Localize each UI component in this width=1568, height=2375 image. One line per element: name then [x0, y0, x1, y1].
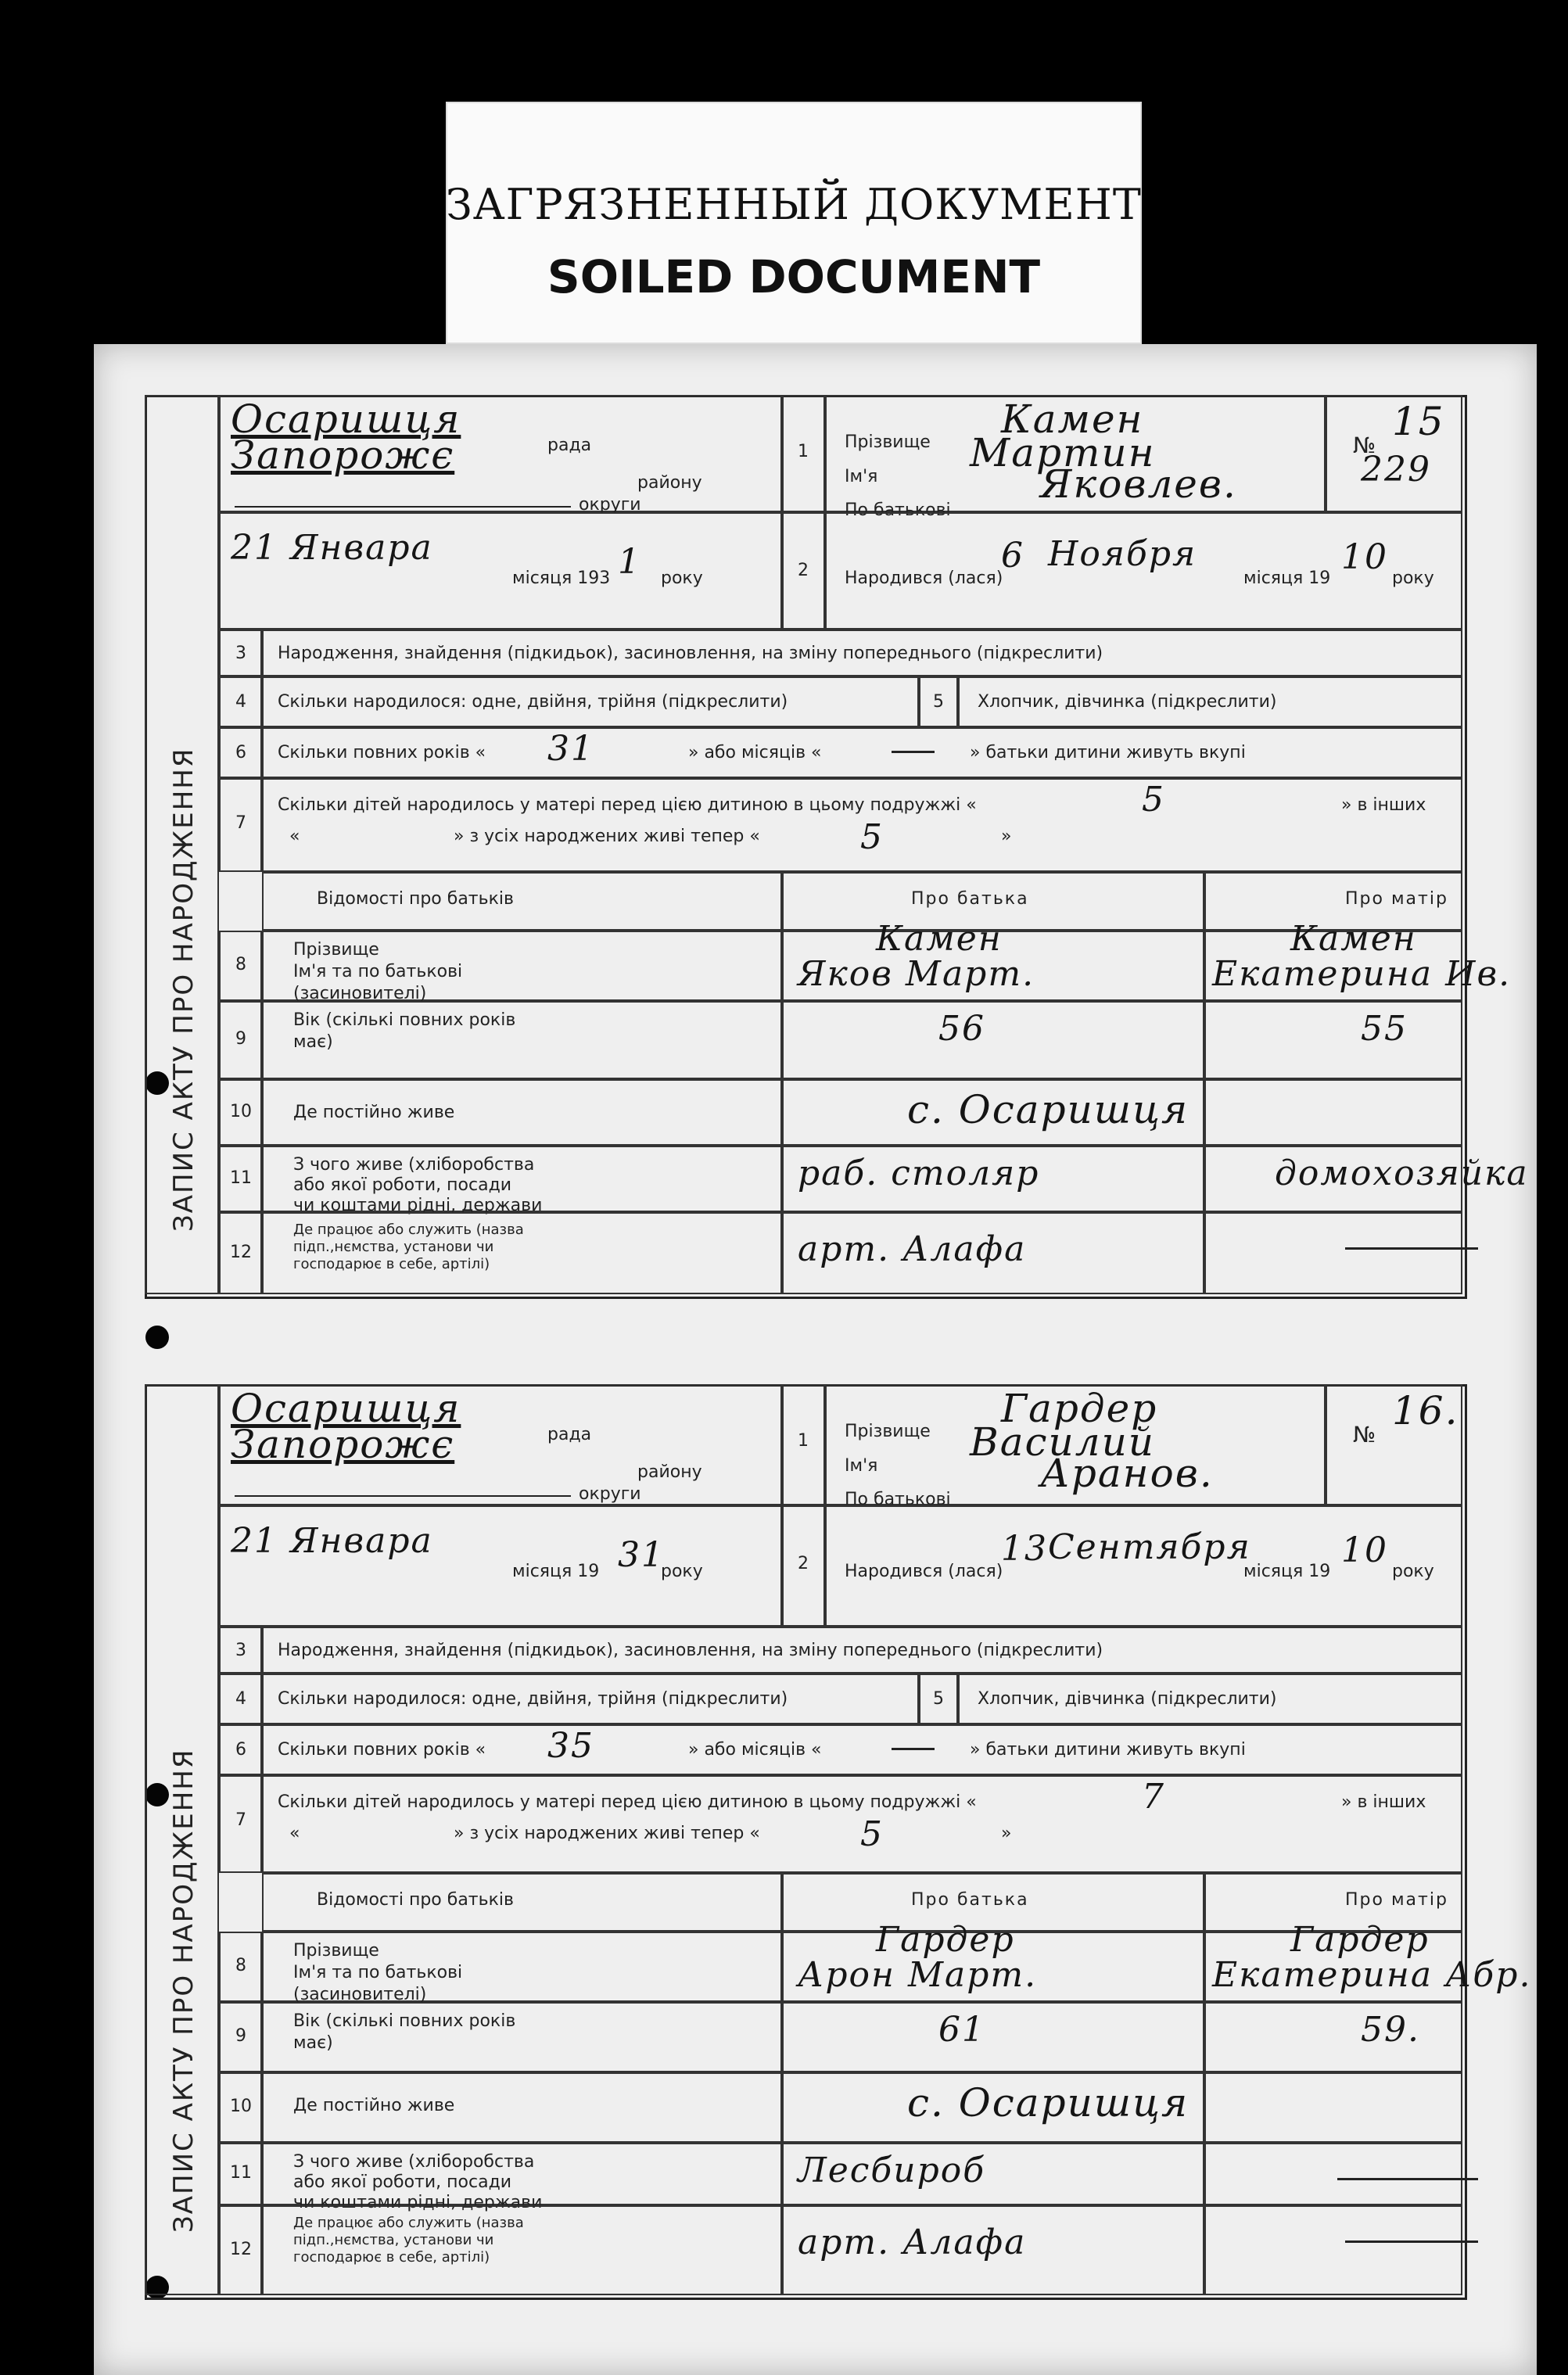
mother-occupation-dash: [1337, 2178, 1478, 2180]
parents-header: Відомості про батьків: [317, 889, 514, 909]
row8-label-text: Прізвище: [293, 1941, 379, 1961]
row9-number: 9: [235, 2026, 246, 2046]
row3-text: Народження, знайдення (підкидьок), засиновлення, на зміну попереднього (підкреслити): [278, 644, 1103, 663]
mother-name-handwritten: Екатерина Абр.: [1212, 1955, 1532, 1995]
row6-years-handwritten: 31: [547, 729, 594, 769]
parents-header: Відомості про батьків: [317, 1890, 514, 1910]
row4-number: 4: [235, 1689, 246, 1709]
mother-surname-handwritten: Гардер: [1290, 1920, 1430, 1960]
record-number-label: №: [1353, 432, 1376, 458]
surname-handwritten: Гардер: [1001, 1386, 1158, 1431]
row12-number: 12: [230, 2239, 252, 2259]
name-label: Ім'я: [845, 1456, 878, 1476]
row1-number: 1: [798, 1431, 809, 1451]
row7-text-a: Скільки дітей народилось у матері перед цією дитиною в цьому подружжі «: [278, 795, 977, 815]
born-day-handwritten: 13: [1001, 1529, 1048, 1569]
father-age-handwritten: 56: [938, 1009, 985, 1049]
surname-label: Прізвище: [845, 1422, 931, 1441]
row3-text: Народження, знайдення (підкидьок), засиновлення, на зміну попереднього (підкреслити): [278, 1641, 1103, 1660]
row11-label-text: З чого живе (хліборобства: [293, 2152, 535, 2172]
father-name-handwritten: Арон Март.: [798, 1955, 1038, 1995]
registration-year-label: року: [661, 569, 703, 588]
row6-text-b: » або місяців «: [688, 1740, 822, 1760]
row8-number: 8: [235, 1956, 246, 1975]
row11-number: 11: [230, 1168, 252, 1188]
father-workplace-handwritten: арт. Алафа: [798, 2223, 1027, 2262]
stamp-russian-text: ЗАГРЯЗНЕННЫЙ ДОКУМЕНТ: [446, 180, 1142, 229]
father-header: Про батька: [911, 889, 1029, 909]
row11-number: 11: [230, 2163, 252, 2183]
born-month-handwritten: Ноября: [1048, 534, 1197, 574]
name-handwritten: Мартин: [970, 430, 1156, 475]
okrug-label: округи: [579, 1484, 641, 1504]
row12-label-text: Де працює або служить (назва: [293, 1222, 524, 1238]
row8-label-text: Ім'я та по батькові: [293, 962, 463, 981]
row5-text: Хлопчик, дівчинка (підкреслити): [978, 1689, 1277, 1709]
row1-number: 1: [798, 442, 809, 461]
row6-text-a: Скільки повних років «: [278, 743, 486, 762]
born-month-label: місяця 19: [1243, 1562, 1331, 1581]
father-workplace-handwritten: арт. Алафа: [798, 1229, 1027, 1269]
council-handwritten: Осаришця: [231, 1386, 461, 1431]
row12-mother-cell: [1204, 1212, 1462, 1294]
residence-handwritten: с. Осаришця: [907, 2080, 1189, 2126]
district-label: району: [637, 1462, 702, 1482]
registration-month-label: місяця 19: [512, 1562, 600, 1581]
registration-date-handwritten: 21 Январа: [231, 528, 433, 568]
mother-header: Про матір: [1345, 889, 1448, 909]
record-number-handwritten: 16.: [1392, 1388, 1459, 1433]
born-year-handwritten: 10: [1341, 537, 1388, 577]
row8-label-text: Прізвище: [293, 940, 379, 960]
mother-surname-handwritten: Камен: [1290, 919, 1417, 959]
okrug-line: [235, 1495, 571, 1497]
born-month-label: місяця 19: [1243, 569, 1331, 588]
row5-number: 5: [933, 1689, 944, 1709]
mother-header: Про матір: [1345, 1890, 1448, 1910]
row10-label-text: Де постійно живе: [293, 1103, 455, 1122]
record-number-handwritten: 15: [1392, 399, 1445, 444]
father-occupation-handwritten: Лесбироб: [798, 2151, 986, 2190]
born-day-handwritten: 6: [1001, 536, 1024, 576]
registration-year-label: року: [661, 1562, 703, 1581]
row7-number: 7: [235, 1810, 246, 1830]
okrug-label: округи: [579, 495, 641, 515]
row7-count-handwritten: 7: [1142, 1777, 1165, 1817]
row6-text-c: » батьки дитини живуть вкупі: [970, 1740, 1246, 1760]
mother-workplace-dash: [1345, 2240, 1478, 2243]
born-year-handwritten: 10: [1341, 1530, 1388, 1570]
mother-age-handwritten: 59.: [1361, 2010, 1420, 2050]
council-handwritten: Осаришця: [231, 396, 461, 442]
row9-mother-cell: [1204, 1001, 1462, 1079]
row7-text-d: » з усіх народжених живі тепер «: [454, 827, 760, 846]
district-handwritten: Запорожє: [231, 432, 455, 478]
born-month-handwritten: Сентября: [1048, 1527, 1251, 1567]
record-number-label: №: [1353, 1422, 1376, 1448]
row6-number: 6: [235, 743, 246, 762]
row11-mother-cell: [1204, 2143, 1462, 2205]
row12-label-text: господарює в себе, артілі): [293, 1256, 490, 1272]
row7-text-c: «: [289, 827, 300, 846]
row12-label-text: підп.,нємства, установи чи: [293, 1239, 494, 1255]
row6-text-c: » батьки дитини живуть вкупі: [970, 743, 1246, 762]
row5-text: Хлопчик, дівчинка (підкреслити): [978, 692, 1277, 712]
row11-label-text: чи коштами рідні, держави: [293, 1196, 543, 1215]
mother-occupation-handwritten: домохозяйка: [1275, 1153, 1529, 1193]
born-label: Народився (лася): [845, 569, 1003, 588]
row4-number: 4: [235, 692, 246, 712]
row6-months-dash: [892, 751, 935, 753]
row12-number: 12: [230, 1242, 252, 1262]
record-side-title: ЗАПИС АКТУ ПРО НАРОДЖЕННЯ: [168, 747, 199, 1232]
row10-mother-cell: [1204, 1079, 1462, 1146]
row9-label-text: Вік (скількі повних років: [293, 1010, 516, 1030]
row2-number: 2: [798, 1554, 809, 1573]
row10-number: 10: [230, 1101, 252, 1121]
row8-number: 8: [235, 955, 246, 974]
record-side-title: ЗАПИС АКТУ ПРО НАРОДЖЕННЯ: [168, 1748, 199, 2233]
row4-text: Скільки народилося: одне, двійня, трійня (підкреслити): [278, 692, 788, 712]
stamp-english-text: SOILED DOCUMENT: [547, 250, 1041, 303]
row8-label-text: (засиновителі): [293, 984, 427, 1003]
row7-text-c: «: [289, 1824, 300, 1843]
row7-text-d: » з усіх народжених живі тепер «: [454, 1824, 760, 1843]
patronymic-label: По батькові: [845, 500, 951, 520]
district-label: району: [637, 473, 702, 493]
soiled-document-stamp: [446, 102, 1142, 344]
row9-label-text: Вік (скількі повних років: [293, 2011, 516, 2031]
row4-text: Скільки народилося: одне, двійня, трійня (підкреслити): [278, 1689, 788, 1709]
father-name-handwritten: Яков Март.: [798, 954, 1035, 994]
row9-number: 9: [235, 1029, 246, 1049]
row8-label-text: (засиновителі): [293, 1985, 427, 2004]
row9-label-text: має): [293, 2033, 333, 2053]
district-handwritten: Запорожє: [231, 1422, 455, 1467]
patronymic-handwritten: Яковлев.: [1040, 461, 1237, 507]
born-year-label: року: [1392, 569, 1434, 588]
row12-label-text: Де працює або служить (назва: [293, 2215, 524, 2231]
council-label: рада: [547, 436, 592, 455]
row2-number: 2: [798, 561, 809, 580]
row7-count-handwritten: 5: [1142, 780, 1165, 820]
row7-number: 7: [235, 813, 246, 833]
row6-number: 6: [235, 1740, 246, 1760]
mother-name-handwritten: Екатерина Ив.: [1212, 954, 1512, 994]
record-number-secondary: 229: [1361, 450, 1431, 490]
surname-label: Прізвище: [845, 432, 931, 452]
council-label: рада: [547, 1425, 592, 1444]
born-year-label: року: [1392, 1562, 1434, 1581]
row9-father-cell: [782, 1001, 1204, 1079]
row7-text-e: »: [1001, 827, 1012, 846]
registration-year-handwritten: 31: [618, 1535, 665, 1575]
row10-mother-cell: [1204, 2072, 1462, 2143]
residence-handwritten: с. Осаришця: [907, 1087, 1189, 1132]
father-occupation-handwritten: раб. столяр: [798, 1153, 1040, 1193]
row7-living-handwritten: 5: [860, 1814, 884, 1854]
row12-mother-cell: [1204, 2205, 1462, 2295]
name-label: Ім'я: [845, 467, 878, 486]
row9-mother-cell: [1204, 2002, 1462, 2072]
row7-text-a: Скільки дітей народилось у матері перед цією дитиною в цьому подружжі «: [278, 1792, 977, 1812]
father-surname-handwritten: Гардер: [876, 1920, 1015, 1960]
name-handwritten: Василий: [970, 1419, 1155, 1465]
row3-number: 3: [235, 1641, 246, 1660]
father-header: Про батька: [911, 1890, 1029, 1910]
row12-label-text: господарює в себе, артілі): [293, 2249, 490, 2266]
row6-text-b: » або місяців «: [688, 743, 822, 762]
registration-year-handwritten: 1: [618, 542, 641, 582]
row11-label-text: чи коштами рідні, держави: [293, 2193, 543, 2212]
row6-text-a: Скільки повних років «: [278, 1740, 486, 1760]
row7-text-b: » в інших: [1341, 1792, 1426, 1812]
row3-number: 3: [235, 644, 246, 663]
mother-workplace-dash: [1345, 1247, 1478, 1250]
row6-months-dash: [892, 1748, 935, 1750]
row5-number: 5: [933, 692, 944, 712]
row10-number: 10: [230, 2097, 252, 2116]
mother-age-handwritten: 55: [1361, 1009, 1408, 1049]
punch-hole: [145, 1326, 169, 1349]
registration-date-handwritten: 21 Январа: [231, 1521, 433, 1561]
surname-handwritten: Камен: [1001, 396, 1144, 442]
row11-label-text: або якої роботи, посади: [293, 1175, 512, 1195]
row9-label-text: має): [293, 1032, 333, 1052]
patronymic-label: По батькові: [845, 1490, 951, 1509]
okrug-line: [235, 506, 571, 508]
row10-label-text: Де постійно живе: [293, 2096, 455, 2115]
row6-years-handwritten: 35: [547, 1726, 594, 1766]
row7-text-e: »: [1001, 1824, 1012, 1843]
patronymic-handwritten: Аранов.: [1040, 1451, 1214, 1496]
row12-label-text: підп.,нємства, установи чи: [293, 2232, 494, 2248]
row9-father-cell: [782, 2002, 1204, 2072]
row7-living-handwritten: 5: [860, 817, 884, 857]
father-age-handwritten: 61: [938, 2010, 985, 2050]
father-surname-handwritten: Камен: [876, 919, 1003, 959]
row11-label-text: З чого живе (хліборобства: [293, 1155, 535, 1175]
row7-text-b: » в інших: [1341, 795, 1426, 815]
born-label: Народився (лася): [845, 1562, 1003, 1581]
row11-label-text: або якої роботи, посади: [293, 2172, 512, 2192]
row8-label-text: Ім'я та по батькові: [293, 1963, 463, 1982]
registration-month-label: місяця 193: [512, 569, 611, 588]
